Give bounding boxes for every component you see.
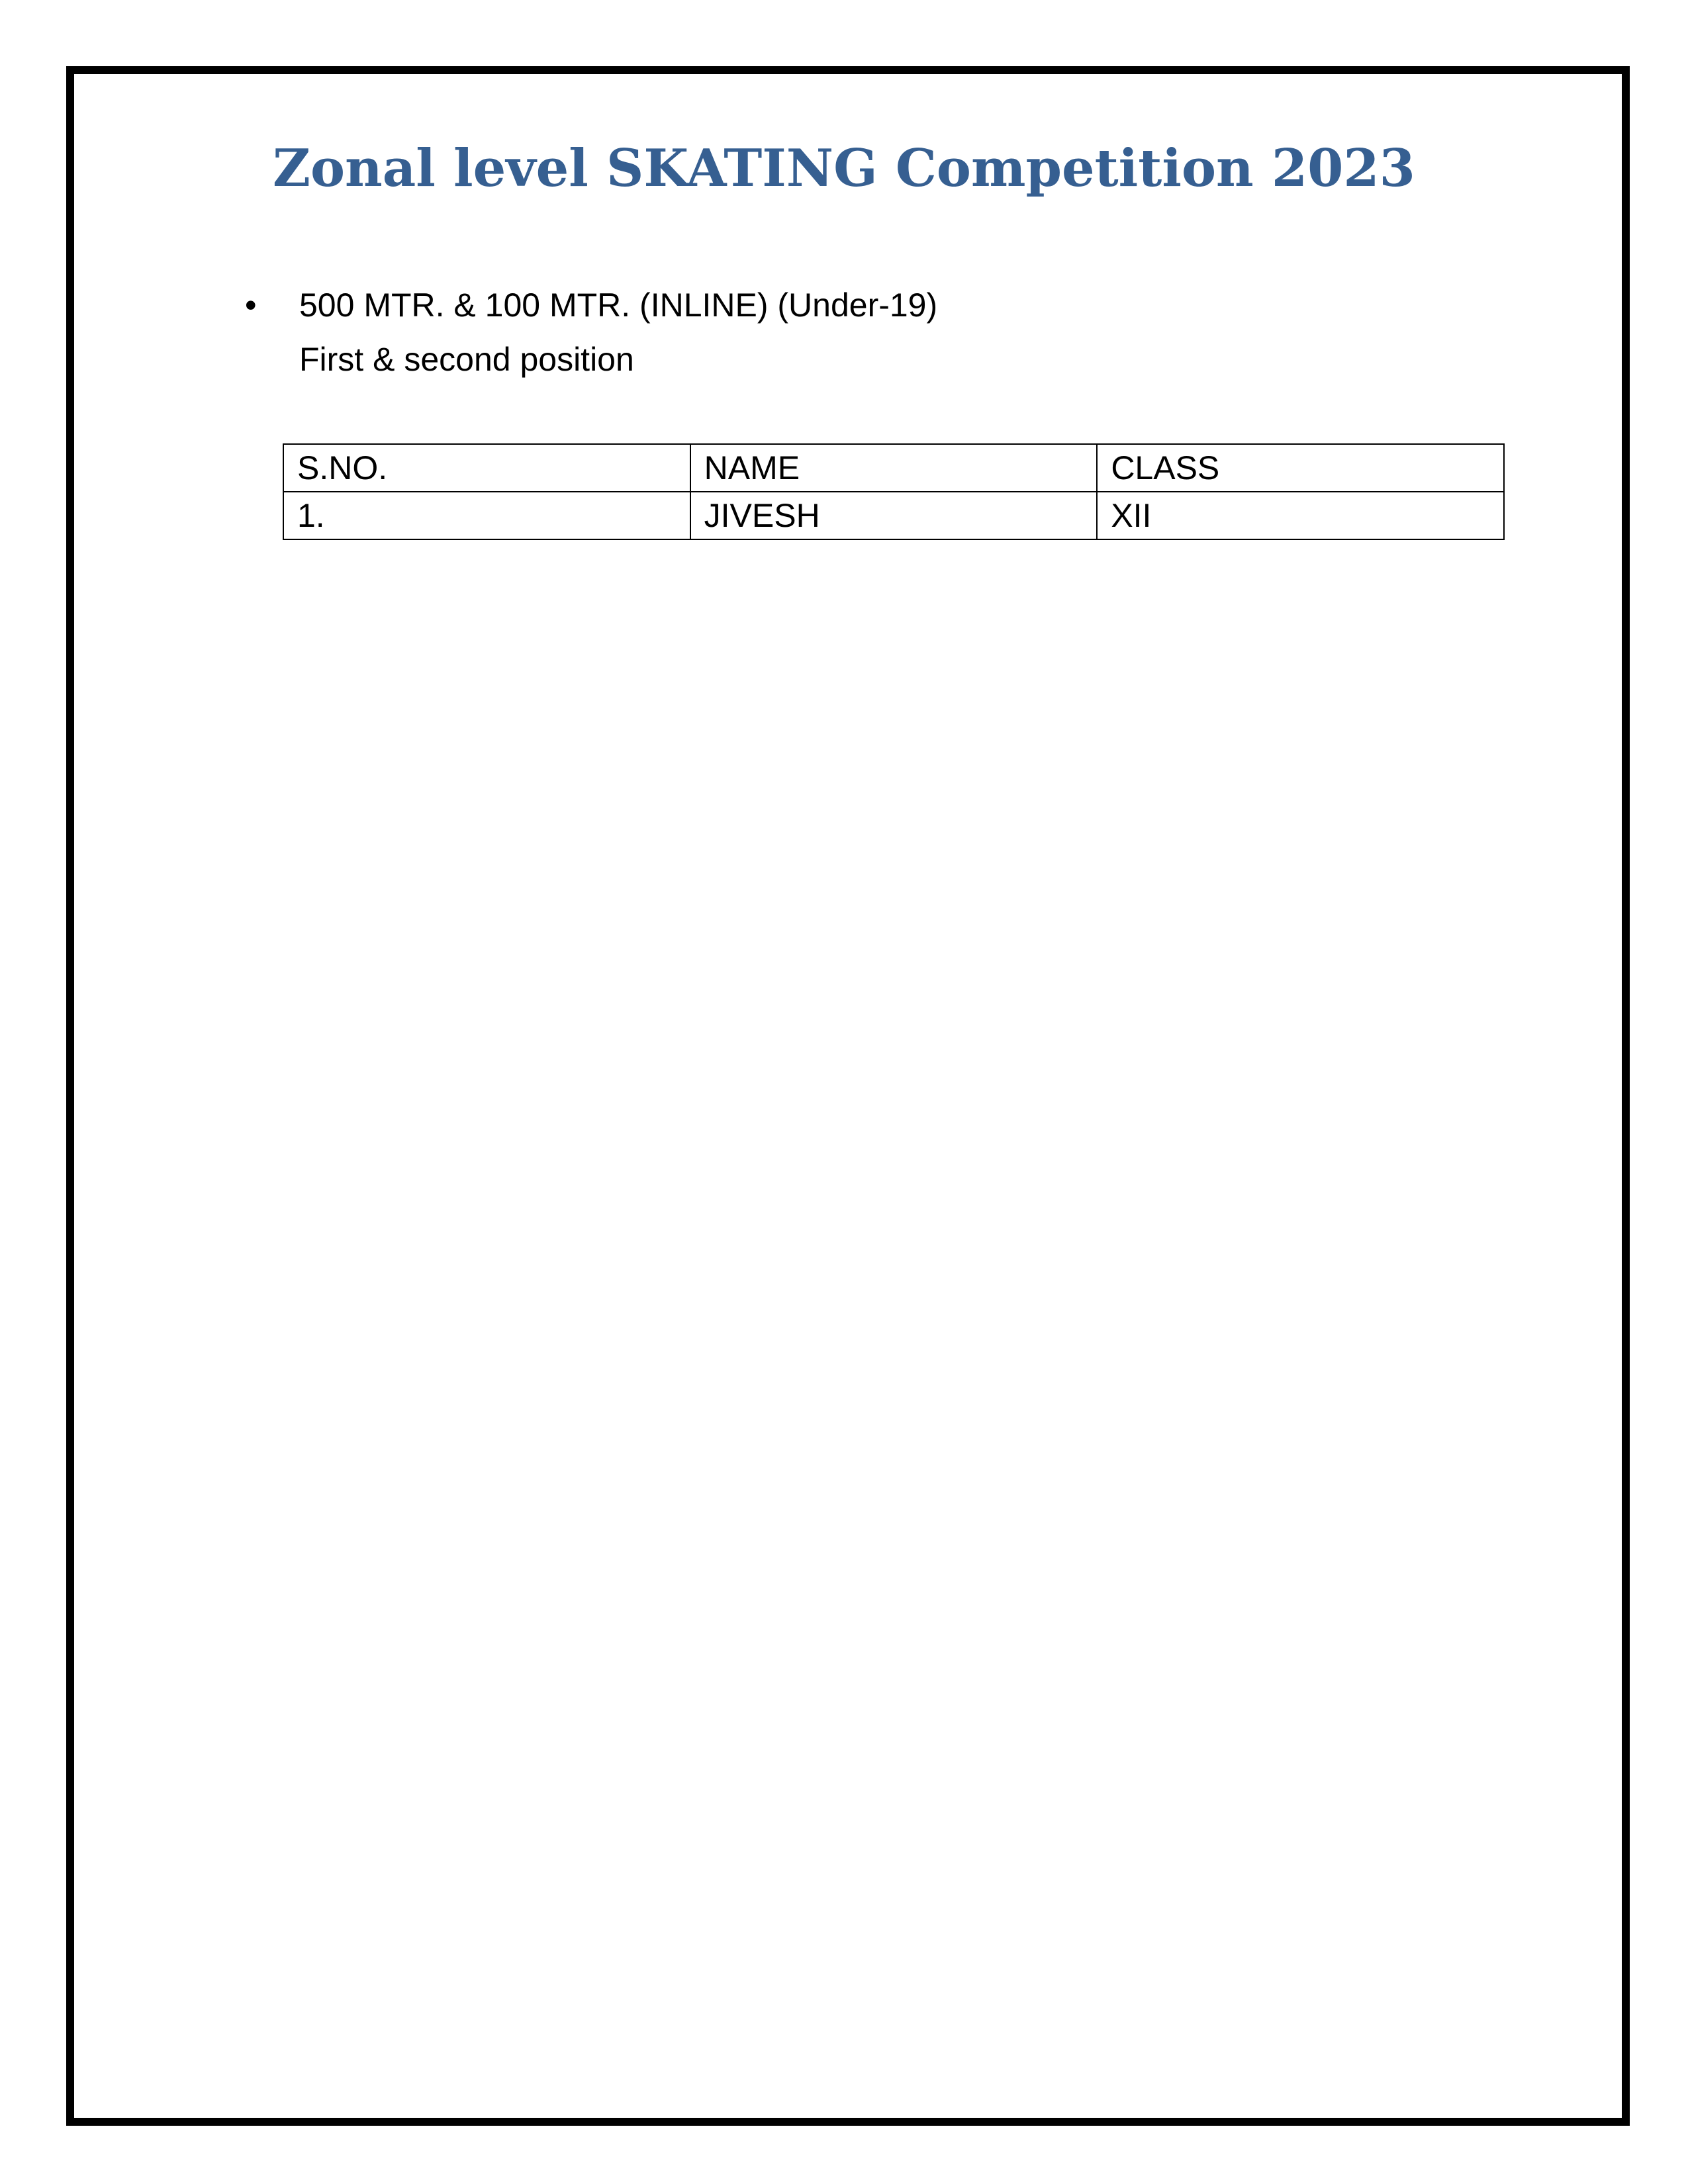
cell-name: JIVESH (690, 492, 1098, 539)
bullet-row (245, 278, 1503, 387)
document-title: Zonal level SKATING Competition 2023 (273, 138, 1415, 199)
header-sno: S.NO. (283, 444, 690, 492)
table-header-row (283, 444, 1504, 492)
table-row (283, 492, 1504, 539)
event-name: 500 MTR. & 100 MTR. (INLINE) (Under-19) (299, 287, 938, 324)
results-table (283, 443, 1505, 540)
cell-sno: 1. (283, 492, 690, 539)
header-class: CLASS (1097, 444, 1504, 492)
event-list-item (245, 278, 1503, 387)
event-description (299, 278, 937, 387)
cell-class: XII (1097, 492, 1504, 539)
event-position: First & second position (299, 341, 634, 378)
bullet-icon: • (245, 287, 257, 324)
header-name: NAME (690, 444, 1098, 492)
